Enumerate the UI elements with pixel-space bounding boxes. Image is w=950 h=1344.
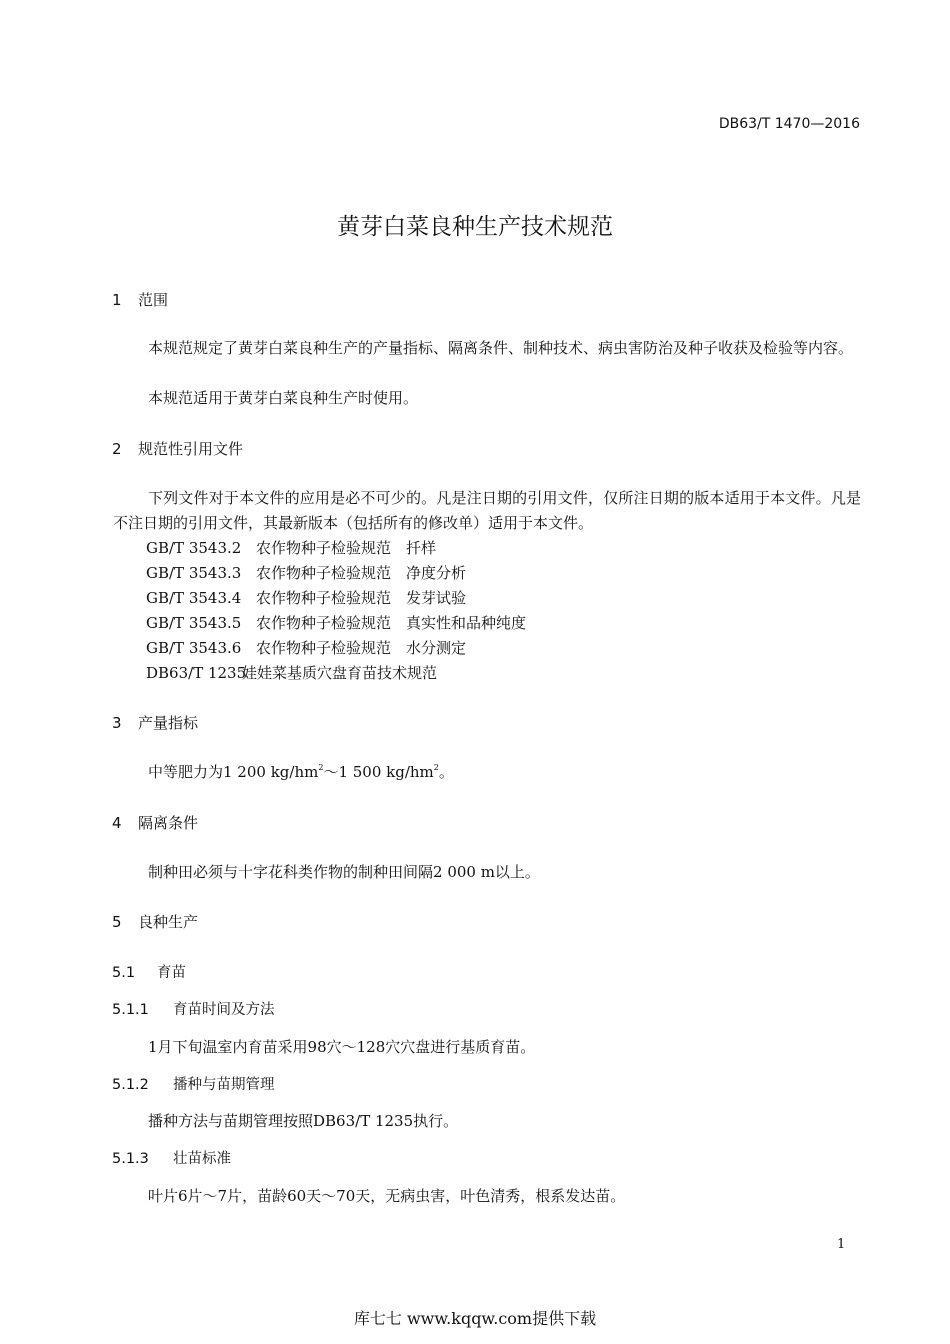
section-2-paragraph-1: 下列文件对于本文件的应用是必不可少的。凡是注日期的引用文件，仅所注日期的版本适用于本文件。凡是不注日期的引用文件，其最新版本（包括所有的修改单）适用于本文件。 <box>113 489 861 532</box>
section-5-1-2-heading <box>112 1073 275 1094</box>
reference-row <box>146 562 466 583</box>
section-5-1-2-paragraph: 播种方法与苗期管理按照DB63/T 1235执行。 <box>148 1112 459 1130</box>
reference-row <box>146 637 466 658</box>
yield-text-prefix: 中等肥力为1 200 kg/hm <box>148 763 319 781</box>
section-5-1-3-paragraph: 叶片6片～7片，苗龄60天～70天，无病虫害，叶色清秀，根系发达苗。 <box>148 1187 626 1205</box>
reference-row <box>146 537 436 558</box>
section-1-title: 范围 <box>138 291 169 309</box>
section-3-number: 3 <box>112 714 122 732</box>
section-4-number: 4 <box>112 814 122 832</box>
yield-text-suffix: 。 <box>438 763 454 781</box>
section-2-heading <box>112 438 243 459</box>
section-5-1-1-heading <box>112 998 275 1019</box>
reference-row <box>146 612 526 633</box>
section-5-1-3-title: 壮苗标准 <box>173 1151 231 1167</box>
reference-title: 农作物种子检验规范 真实性和品种纯度 <box>256 614 527 632</box>
reference-code: GB/T 3543.6 <box>146 639 242 657</box>
section-1-heading <box>112 289 168 310</box>
reference-title: 娃娃菜基质穴盘育苗技术规范 <box>242 664 438 682</box>
section-5-1-title: 育苗 <box>157 965 186 981</box>
reference-code: GB/T 3543.4 <box>146 589 242 607</box>
reference-title: 农作物种子检验规范 净度分析 <box>256 564 467 582</box>
yield-unit-exponent: 2 <box>318 763 324 772</box>
section-3-paragraph <box>148 761 454 782</box>
reference-code: GB/T 3543.3 <box>146 564 242 582</box>
reference-code: GB/T 3543.2 <box>146 539 242 557</box>
page-number: 1 <box>837 1237 846 1252</box>
document-code: DB63/T 1470—2016 <box>718 116 860 132</box>
section-4-heading <box>112 812 198 833</box>
section-5-1-1-title: 育苗时间及方法 <box>173 1002 275 1018</box>
section-4-title: 隔离条件 <box>138 814 199 832</box>
section-3-heading <box>112 712 198 733</box>
section-4-paragraph: 制种田必须与十字花科类作物的制种田间隔2 000 m以上。 <box>148 863 540 881</box>
section-5-1-1-paragraph: 1月下旬温室内育苗采用98穴～128穴穴盘进行基质育苗。 <box>148 1038 536 1056</box>
reference-title: 农作物种子检验规范 扦样 <box>256 539 437 557</box>
section-5-1-1-number: 5.1.1 <box>112 1002 149 1018</box>
section-5-1-heading <box>112 961 186 982</box>
reference-row <box>146 662 437 683</box>
reference-row <box>146 587 466 608</box>
reference-code: GB/T 3543.5 <box>146 614 242 632</box>
section-1-paragraph-1: 本规范规定了黄芽白菜良种生产的产量指标、隔离条件、制种技术、病虫害防治及种子收获及检验等内容。 <box>148 339 854 357</box>
section-5-1-2-number: 5.1.2 <box>112 1077 149 1093</box>
section-5-title: 良种生产 <box>138 913 199 931</box>
reference-code: DB63/T 1235 <box>146 664 247 682</box>
section-5-1-3-heading <box>112 1147 231 1168</box>
section-3-title: 产量指标 <box>138 714 199 732</box>
section-1-number: 1 <box>112 291 122 309</box>
download-footer: 库七七 www.kqqw.com提供下载 <box>353 1309 597 1328</box>
reference-title: 农作物种子检验规范 水分测定 <box>256 639 467 657</box>
section-5-heading <box>112 911 198 932</box>
section-2-title: 规范性引用文件 <box>138 440 244 458</box>
section-1-paragraph-2: 本规范适用于黄芽白菜良种生产时使用。 <box>148 389 419 407</box>
section-5-1-3-number: 5.1.3 <box>112 1151 149 1167</box>
yield-unit-exponent: 2 <box>433 763 439 772</box>
section-5-1-number: 5.1 <box>112 965 136 981</box>
document-title: 黄芽白菜良种生产技术规范 <box>337 214 613 240</box>
reference-title: 农作物种子检验规范 发芽试验 <box>256 589 467 607</box>
yield-text-middle: ～1 500 kg/hm <box>323 763 434 781</box>
section-5-1-2-title: 播种与苗期管理 <box>173 1077 275 1093</box>
section-5-number: 5 <box>112 913 122 931</box>
section-2-number: 2 <box>112 440 122 458</box>
